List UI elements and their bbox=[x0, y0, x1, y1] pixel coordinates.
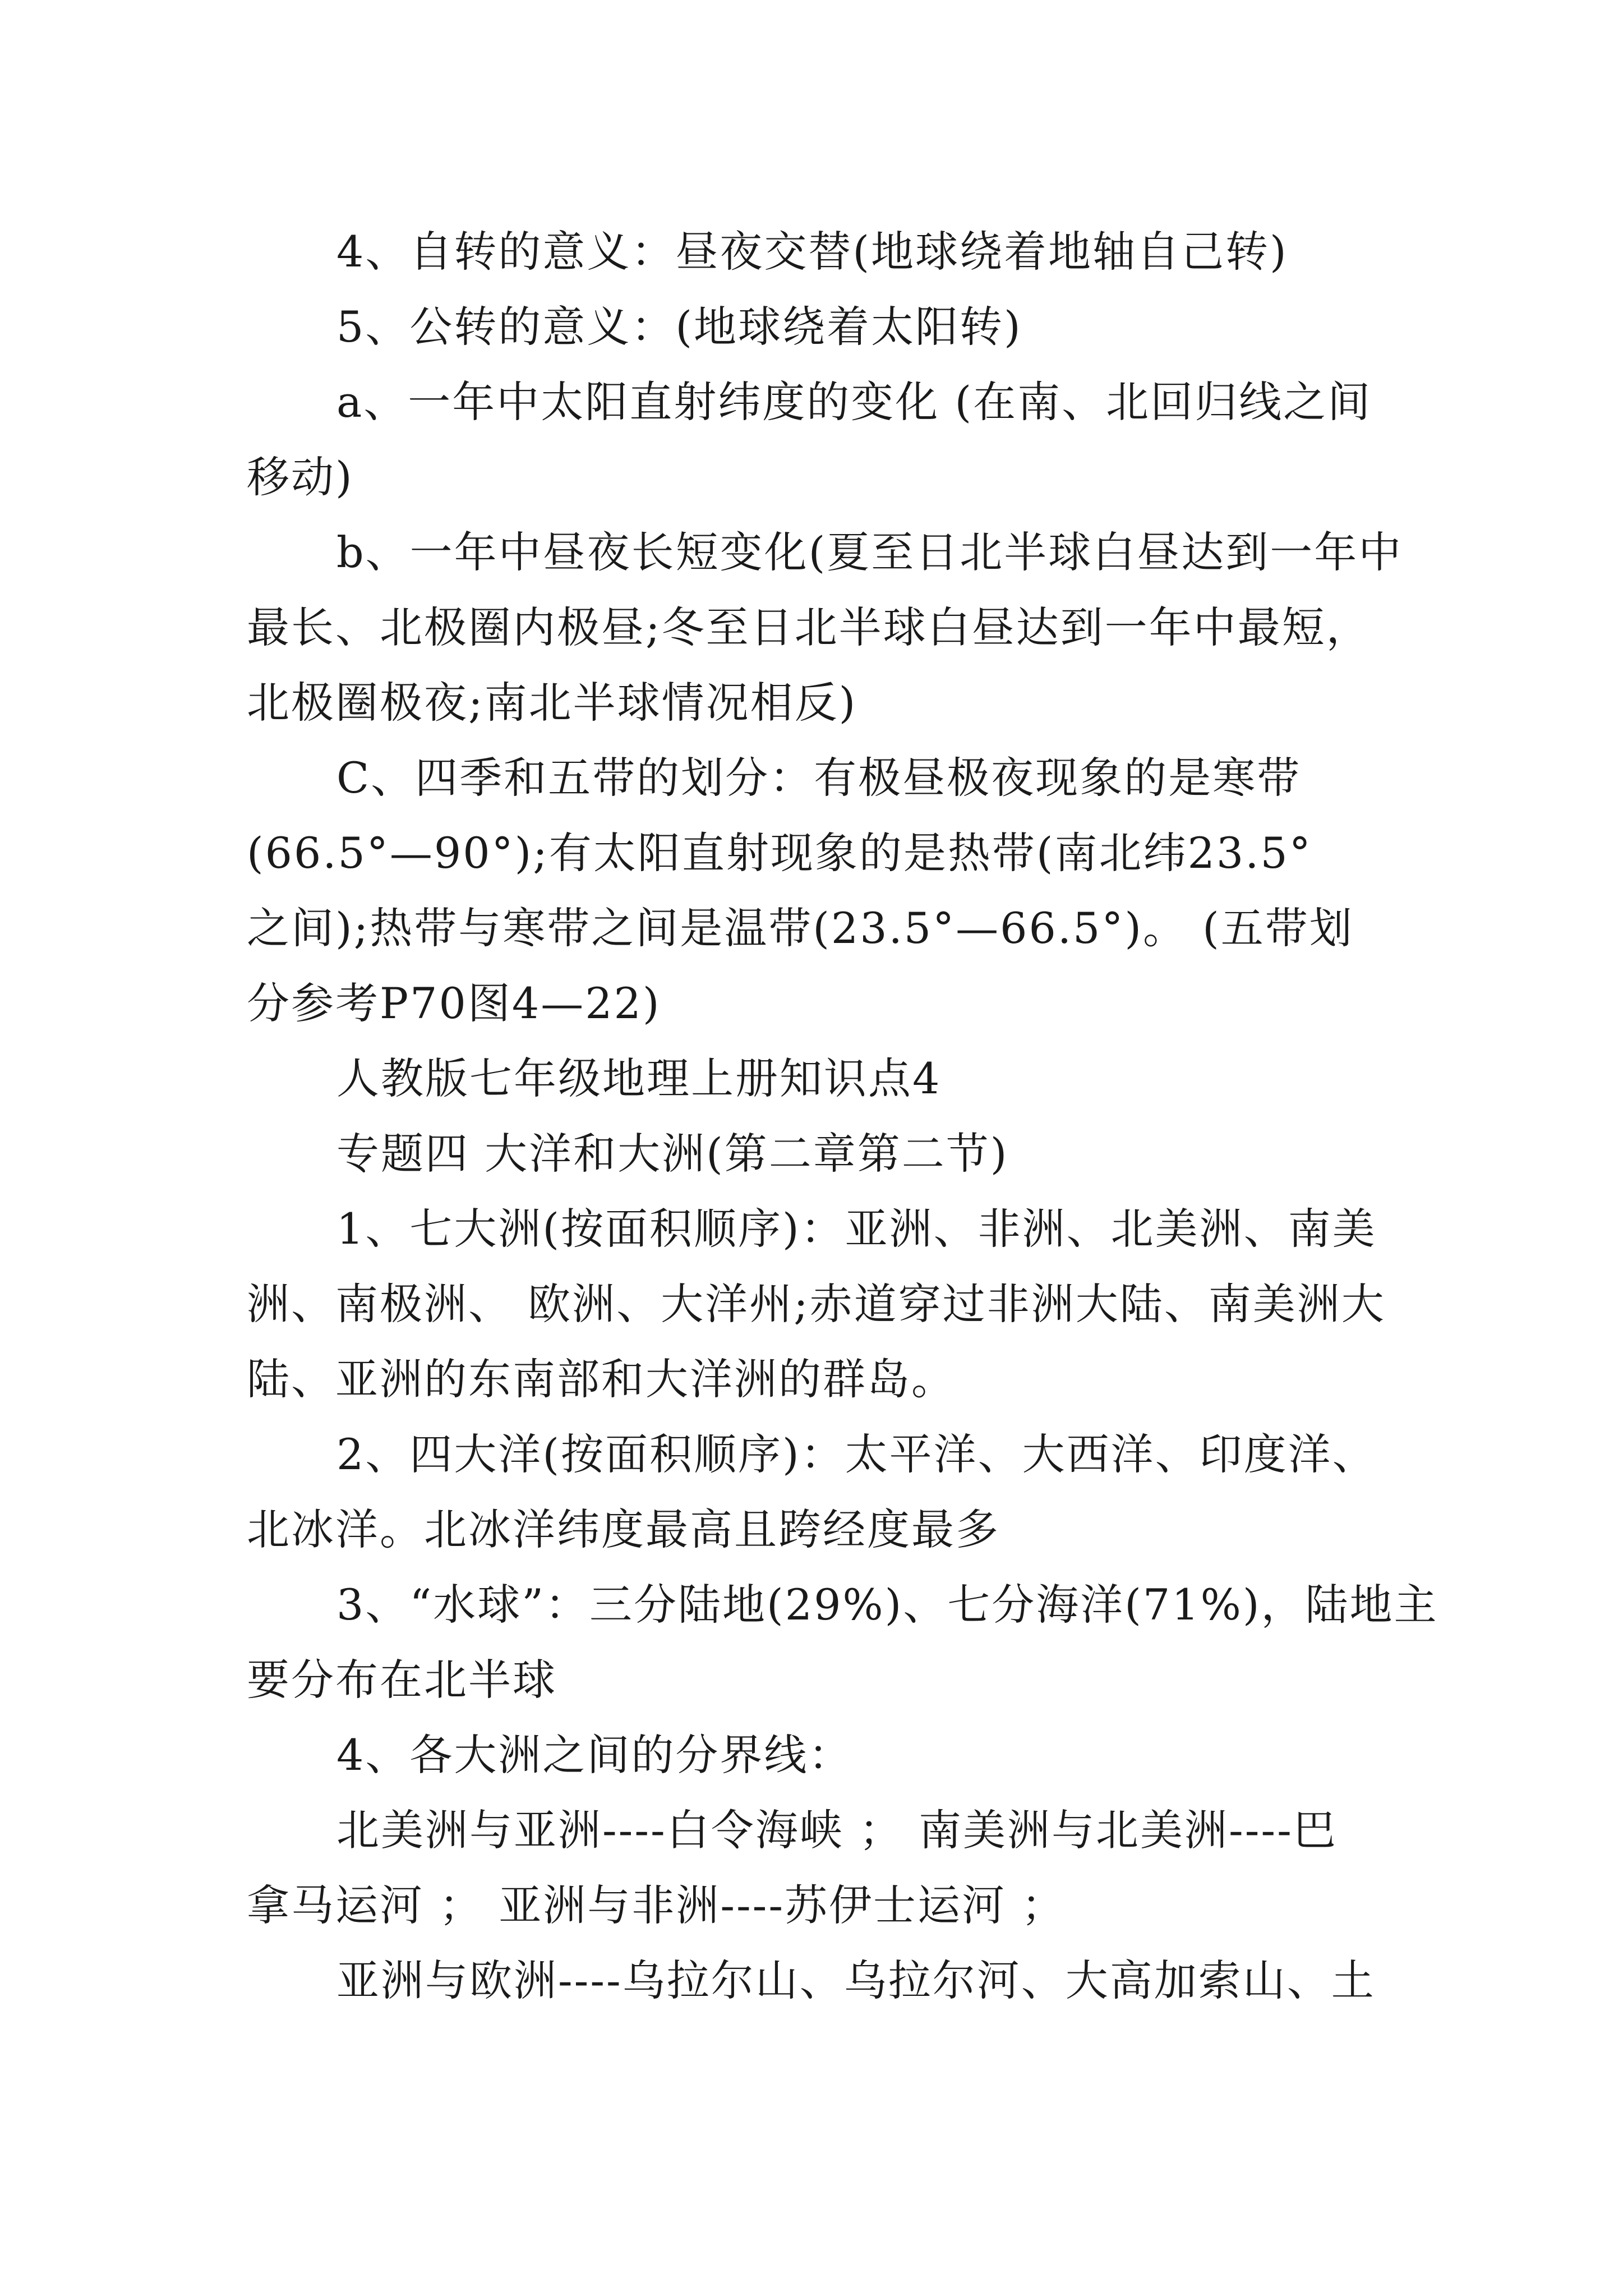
text-line: 北美洲与亚洲----白令海峡 ； 南美洲与北美洲----巴 bbox=[336, 1805, 1338, 1855]
text-line: 5、公转的意义：(地球绕着太阳转) bbox=[336, 302, 1022, 352]
text-line: 洲、南极洲、 欧洲、大洋州;赤道穿过非洲大陆、南美洲大 bbox=[247, 1279, 1386, 1329]
text-line: 移动) bbox=[247, 452, 354, 502]
text-line: 北极圈极夜;南北半球情况相反) bbox=[247, 678, 857, 728]
text-line: 1、七大洲(按面积顺序)：亚洲、非洲、北美洲、南美 bbox=[336, 1204, 1377, 1254]
section-subtitle: 专题四 大洋和大洲(第二章第二节) bbox=[336, 1129, 1009, 1179]
text-line: 2、四大洋(按面积顺序)：太平洋、大西洋、印度洋、 bbox=[336, 1429, 1377, 1479]
text-line: a、一年中太阳直射纬度的变化 (在南、北回归线之间 bbox=[336, 377, 1372, 427]
text-line: 4、自转的意义：昼夜交替(地球绕着地轴自己转) bbox=[336, 227, 1288, 277]
text-line: 4、各大洲之间的分界线： bbox=[336, 1730, 853, 1780]
text-line: 要分布在北半球 bbox=[247, 1655, 557, 1705]
text-line: 最长、北极圈内极昼;冬至日北半球白昼达到一年中最短， bbox=[247, 602, 1371, 652]
text-line: 3、“水球”：三分陆地(29%)、七分海洋(71%)，陆地主 bbox=[336, 1580, 1438, 1630]
text-line: (66.5°—90°);有太阳直射现象的是热带(南北纬23.5° bbox=[247, 828, 1312, 878]
text-line: 陆、亚洲的东南部和大洋洲的群岛。 bbox=[247, 1354, 956, 1404]
text-line: 拿马运河 ； 亚洲与非洲----苏伊士运河 ； bbox=[247, 1880, 1066, 1930]
document-body bbox=[247, 214, 1438, 2018]
section-title: 人教版七年级地理上册知识点4 bbox=[336, 1053, 942, 1103]
text-line: 分参考P70图4—22) bbox=[247, 978, 661, 1028]
text-line: 亚洲与欧洲----乌拉尔山、乌拉尔河、大高加索山、土 bbox=[336, 1955, 1376, 2005]
text-line: b、一年中昼夜长短变化(夏至日北半球白昼达到一年中 bbox=[336, 527, 1403, 577]
text-line: 北冰洋。北冰洋纬度最高且跨经度最多 bbox=[247, 1504, 1000, 1554]
text-line: C、四季和五带的划分：有极昼极夜现象的是寒带 bbox=[336, 753, 1302, 803]
text-line: 之间);热带与寒带之间是温带(23.5°—66.5°)。 (五带划 bbox=[247, 903, 1354, 953]
